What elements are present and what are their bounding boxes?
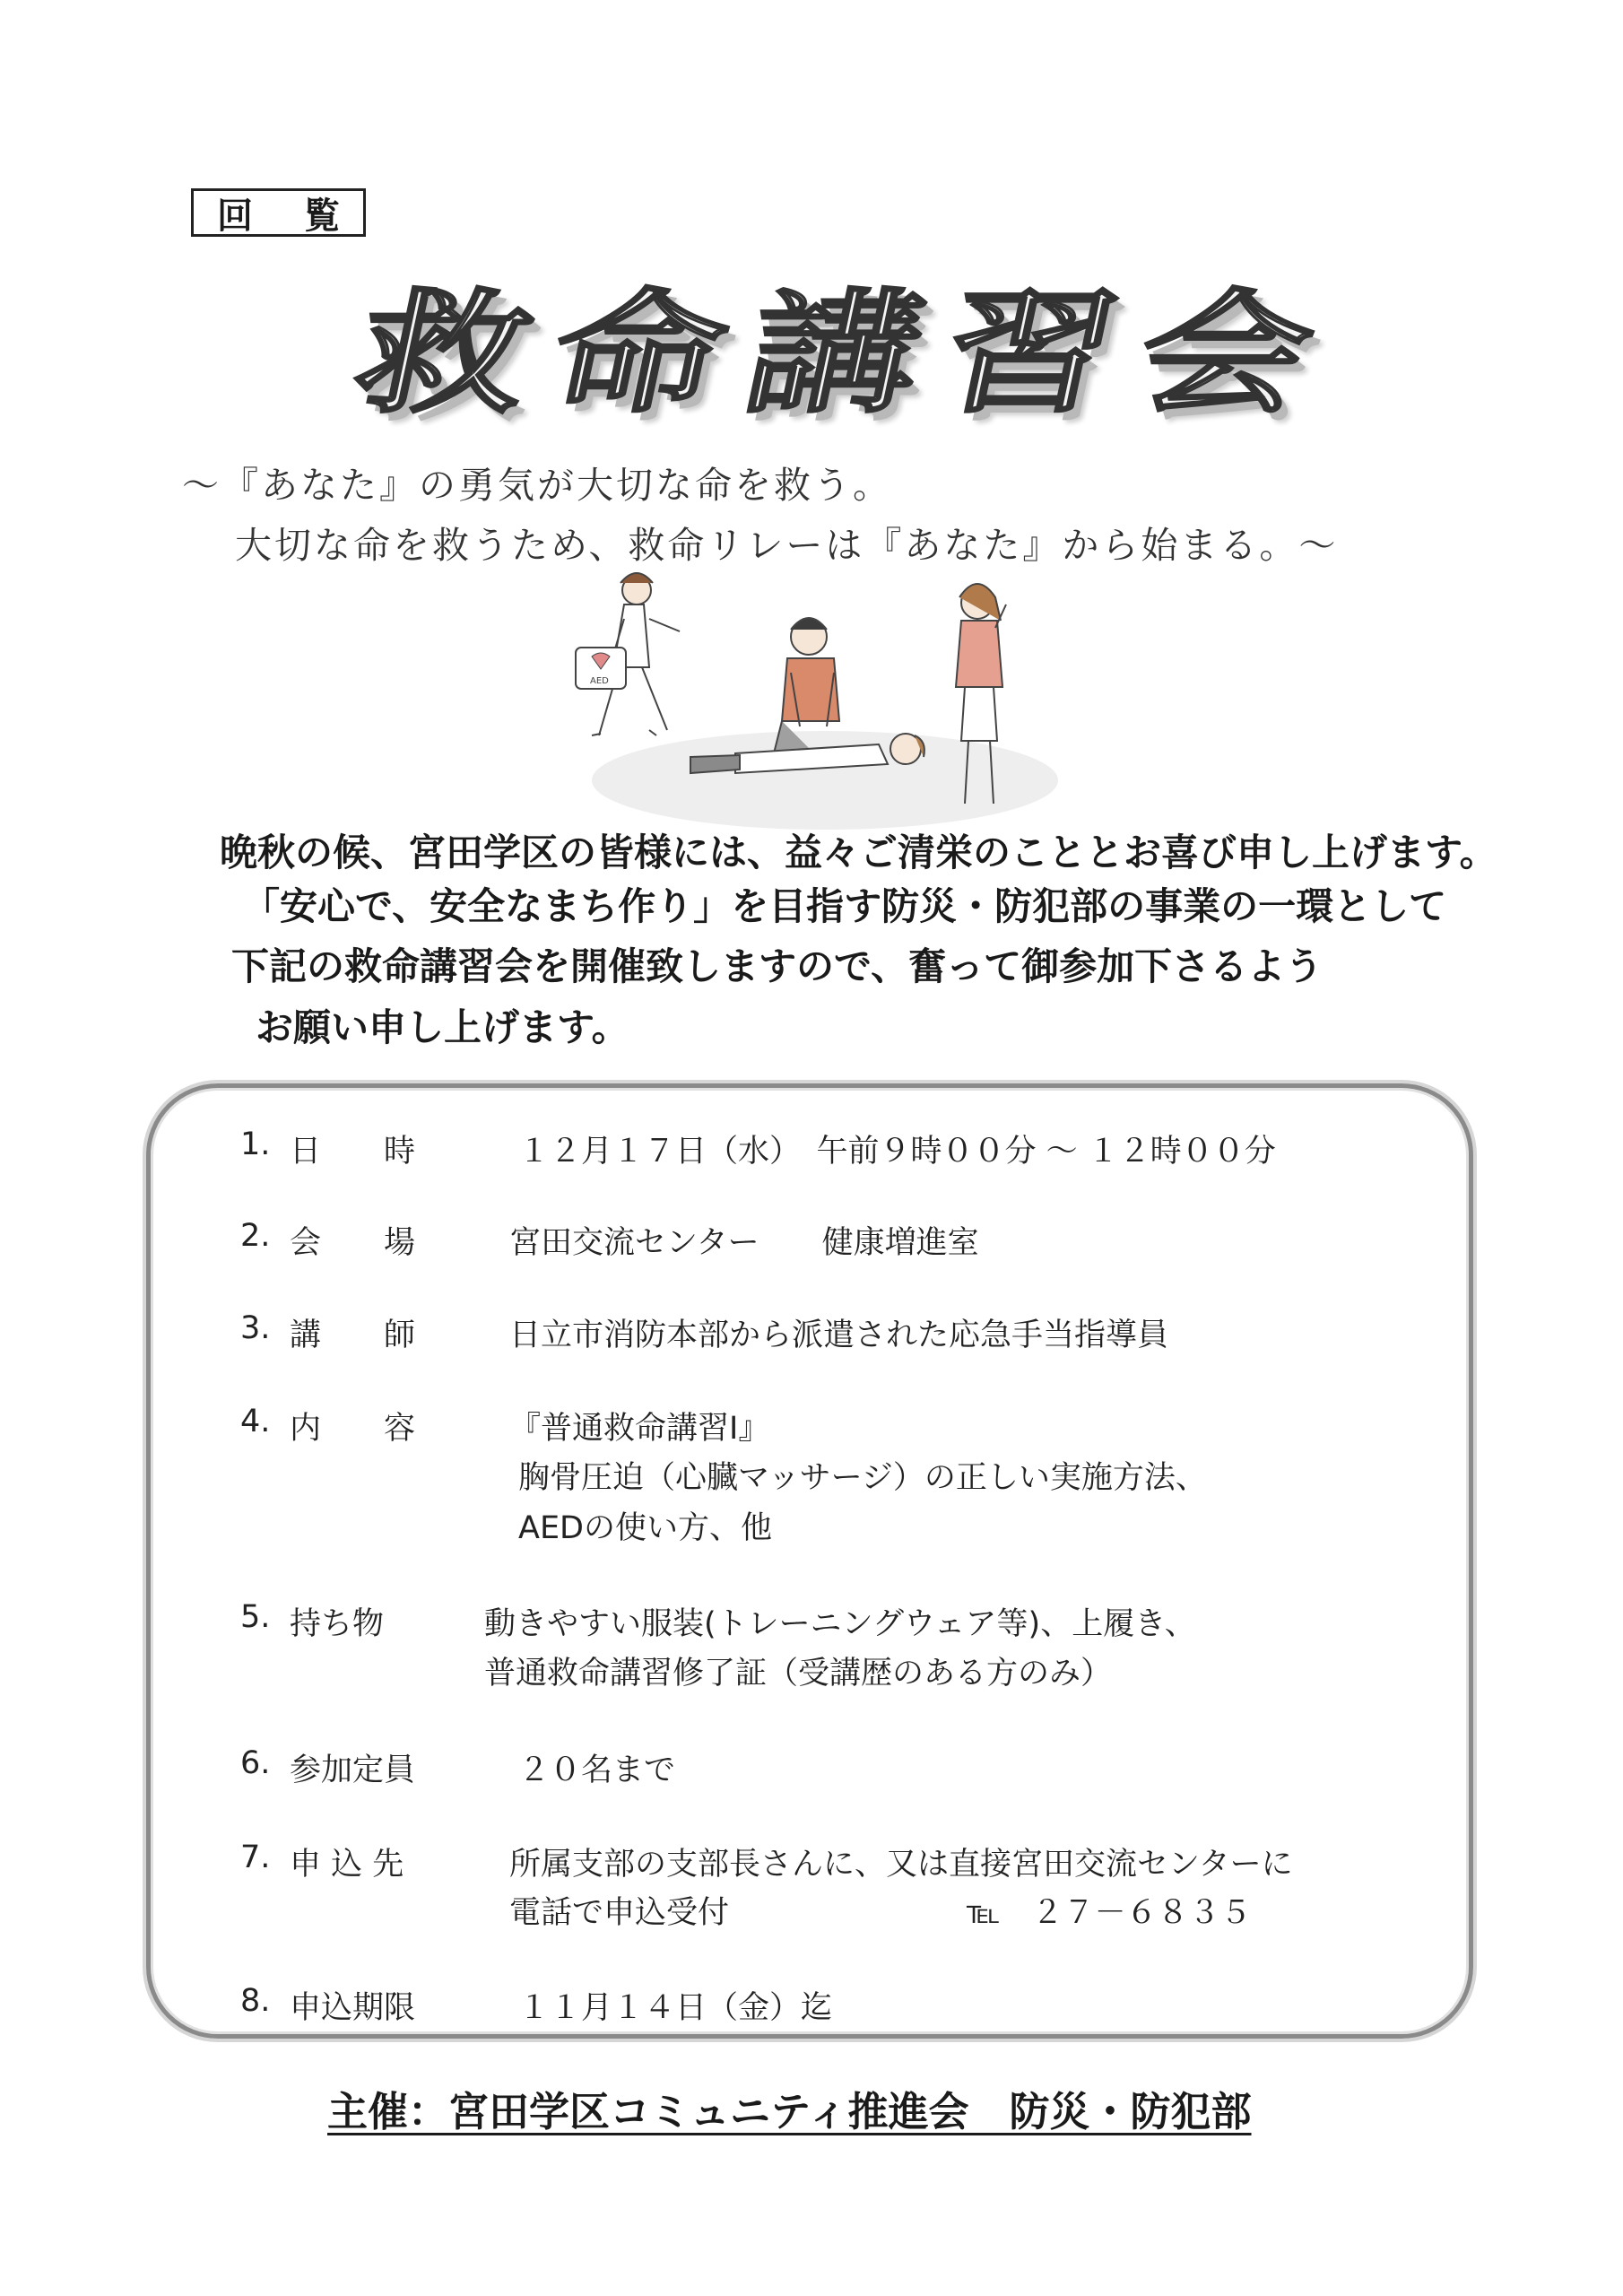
- application-value-1: 所属支部の支部長さんに、又は直接宮田交流センターに: [509, 1847, 1293, 1883]
- detail-number: 1.: [240, 1126, 271, 1162]
- intro-line-3: 下記の救命講習会を開催致しますので、奮って御参加下さるよう: [231, 944, 1324, 988]
- detail-label: 申 込 先: [290, 1847, 404, 1883]
- aed-bag-icon: [576, 648, 626, 689]
- detail-label: 申込期限: [290, 1990, 416, 2026]
- detail-number: 8.: [240, 1983, 271, 2019]
- event-details-box: [146, 1083, 1473, 2039]
- detail-label: 内 容: [290, 1411, 416, 1447]
- detail-label: 参加定員: [290, 1752, 416, 1788]
- detail-label: 持ち物: [290, 1606, 385, 1642]
- phone-number: ℡ ２７－６８３５: [967, 1895, 1252, 1931]
- detail-label: 講 師: [290, 1318, 416, 1353]
- cpr-illustration: [556, 565, 1058, 834]
- intro-line-4: お願い申し上げます。: [256, 1005, 629, 1049]
- subtitle-line-2: 大切な命を救うため、救命リレーは『あなた』から始まる。～: [235, 524, 1339, 567]
- subtitle-line-1: ～『あなた』の勇気が大切な命を救う。: [182, 464, 892, 507]
- belongings-value-2: 普通救命講習修了証（受講歴のある方のみ）: [484, 1656, 1113, 1692]
- detail-label: 日 時: [290, 1134, 416, 1170]
- detail-label: 会 場: [290, 1225, 416, 1261]
- detail-number: 7.: [240, 1839, 271, 1875]
- deadline-value: １１月１４日（金）迄: [518, 1990, 833, 2026]
- organizer-line: 主催：宮田学区コミュニティ推進会 防災・防犯部: [327, 2088, 1252, 2135]
- aed-bag-label: AED: [590, 676, 609, 686]
- venue-value: 宮田交流センター 健康増進室: [509, 1225, 979, 1261]
- floor-shadow: [592, 731, 1058, 830]
- kairan-box: [191, 188, 366, 237]
- detail-number: 2.: [240, 1218, 271, 1254]
- kairan-char-2: 覧: [304, 194, 340, 237]
- datetime-value: １２月１７日（水） 午前９時００分 ～ １２時００分: [518, 1134, 1276, 1170]
- detail-number: 3.: [240, 1310, 271, 1346]
- contents-value-1: 『普通救命講習Ⅰ』: [509, 1411, 770, 1447]
- contents-value-3: AEDの使い方、他: [518, 1510, 773, 1546]
- contents-value-2: 胸骨圧迫（心臓マッサージ）の正しい実施方法、: [518, 1460, 1207, 1496]
- intro-line-1: 晩秋の候、宮田学区の皆様には、益々ご清栄のこととお喜び申し上げます。: [220, 831, 1497, 874]
- detail-number: 6.: [240, 1745, 271, 1781]
- kairan-char-1: 回: [217, 194, 253, 237]
- capacity-value: ２０名まで: [518, 1752, 676, 1788]
- detail-number: 4.: [240, 1404, 271, 1439]
- instructor-value: 日立市消防本部から派遣された応急手当指導員: [509, 1318, 1169, 1353]
- application-value-2: 電話で申込受付: [509, 1895, 730, 1931]
- belongings-value-1: 動きやすい服装(トレーニングウェア等)、上履き、: [484, 1606, 1196, 1642]
- main-title: 救命講習会: [342, 276, 1353, 431]
- intro-line-2: 「安心で、安全なまち作り」を目指す防災・防犯部の事業の一環として: [242, 884, 1447, 928]
- detail-number: 5.: [240, 1599, 271, 1635]
